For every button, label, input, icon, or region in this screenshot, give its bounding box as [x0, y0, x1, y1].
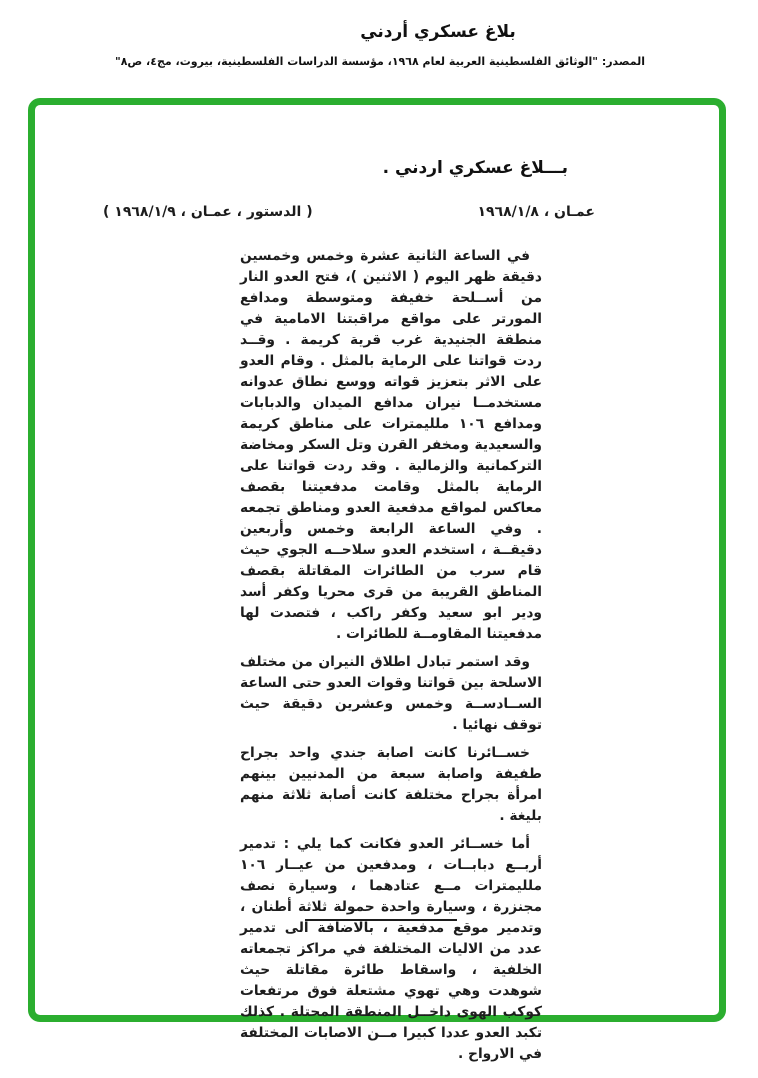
source-citation: المصدر: "الوثائق الفلسطينية العربية لعام ١٩٦٨، مؤسسة الدراسات الفلسطينية، بيروت، مج٤، ص٨" [114, 55, 646, 68]
body-paragraph-3: خســائرنا كانت اصابة جندي واحد بجراح طفيفة واصابة سبعة من المدنيين بينهم امرأة بجراح مختلفة كانت أصابة ثلاثة منهم بليغة . [240, 745, 542, 824]
page-header-title: بلاغ عسكري أردني [360, 22, 516, 42]
dateline [103, 204, 595, 220]
dateline-city-date: عمـان ، ١٩٦٨/١/٨ [477, 204, 595, 220]
closing-rule [305, 919, 457, 921]
body-paragraph-4: أما خســائر العدو فكانت كما يلي : تدمير أربــع دبابــات ، ومدفعين من عيــار ١٠٦ ملليمترات مــع عتادهما ، وسيارة نصف مجنزرة ، وسيارة واحدة حمولة ثلاثة أطنان ، وتدمير موقع مدفعية ، بالاضافة الى تدمير عدد من الاليات المختلفة في مراكز تجمعاته الخلفية ، واسقاط طائرة مقاتلة حيث شوهدت وهي تهوي مشتعلة فوق مرتفعات كوكب الهوى داخــل المنطقة المحتلة . كذلك تكبد العدو عددا كبيرا مــن الاصابات المختلفة في الارواح . [240, 836, 542, 1062]
body-paragraph-2: وقد استمر تبادل اطلاق النيران من مختلف الاسلحة بين قواتنا وقوات العدو حتى الساعة الســادســة وخمس وعشرين دقيقة حيث توقف نهائيا . [240, 654, 542, 733]
communique-title: بـــلاغ عسكري اردني . [382, 158, 568, 178]
dateline-newspaper: ( الدستور ، عمـان ، ١٩٦٨/١/٩ ) [103, 204, 313, 220]
communique-body [240, 246, 542, 1072]
document-frame [28, 98, 726, 1062]
body-paragraph-1: في الساعة الثانية عشرة وخمس وخمسين دقيقة ظهر اليوم ( الاثنين )، فتح العدو النار من أســلحة خفيفة ومتوسطة ومدافع المورتر على مواقع مراقبتنا الامامية في منطقة الجنيدية غرب قرية كريمة . وقــد ردت قواتنا على الرماية بالمثل . وقام العدو على الاثر بتعزيز قواته ووسع نطاق عدوانه مستخدمــا نيران مدافع الميدان والدبابات ومدافع ١٠٦ ملليمترات على مناطق كريمة والسعيدية ومخفر القرن وتل السكر ومخاضة التركمانية والزمالية . وقد ردت قواتنا على الرماية بالمثل وقامت مدفعيتنا بقصف معاكس لمواقع مدفعية العدو ومناطق تجمعه . وفي الساعة الرابعة وخمس وأربعين دقيقــة ، استخدم العدو سلاحــه الجوي حيث قام سرب من الطائرات المقاتلة بقصف المناطق القريبة من قرى محريا وكفر أسد ودير ابو سعيد وكفر راكب ، فتصدت لها مدفعيتنا المقاومــة للطائرات . [240, 248, 542, 642]
